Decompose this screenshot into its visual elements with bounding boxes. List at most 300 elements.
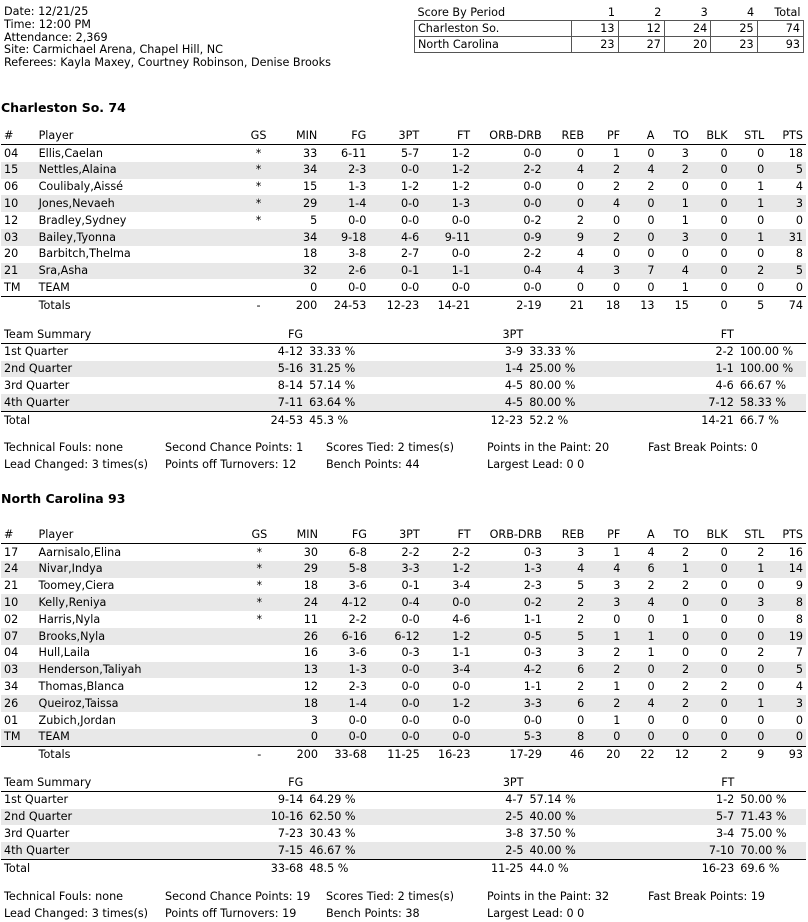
misc-stat: Second Chance Points: 1 xyxy=(165,441,304,454)
misc-stat: Fast Break Points: 19 xyxy=(648,890,766,903)
misc-stat: Lead Changed: 3 times(s) xyxy=(4,907,149,920)
summary-total-3pt-pct: 52.2 % xyxy=(526,411,674,428)
player-ft: 3-4 xyxy=(423,662,474,679)
summary-fg-made: 7-15 xyxy=(243,842,306,859)
totals-row xyxy=(1,297,806,315)
player-stl: 0 xyxy=(731,628,768,645)
player-pf: 1 xyxy=(587,628,623,645)
score-by-period-table xyxy=(414,5,804,53)
summary-3pt-pct: 37.50 % xyxy=(529,827,576,841)
player-a: 2 xyxy=(647,180,655,194)
player-pf: 2 xyxy=(587,662,623,679)
player-reb: 4 xyxy=(545,162,587,179)
player-ft: 0-0 xyxy=(451,213,471,227)
player-gs: * xyxy=(255,146,262,160)
score-by-period-header xyxy=(415,5,804,21)
player-jersey: 17 xyxy=(4,545,19,559)
summary-header-label: Team Summary xyxy=(1,774,243,791)
totals-pts: 93 xyxy=(767,746,806,764)
summary-fg-pct: 57.14 % xyxy=(309,379,356,393)
player-gs: * xyxy=(239,162,278,179)
player-to: 0 xyxy=(658,729,692,746)
score-total: 93 xyxy=(757,37,803,53)
column-header-ft: FT xyxy=(422,127,473,145)
player-fg: 2-2 xyxy=(348,612,367,626)
totals-pf: 20 xyxy=(587,746,623,764)
column-header-player-name: Player xyxy=(36,526,240,544)
player-player-name: TEAM xyxy=(36,729,240,746)
misc-stat: Largest Lead: 0 0 xyxy=(487,458,585,471)
player-row xyxy=(1,578,806,595)
player-stl: 0 xyxy=(757,213,765,227)
player-3pt: 0-0 xyxy=(370,729,423,746)
player-jersey: 24 xyxy=(1,561,36,578)
player-reb: 5 xyxy=(545,628,587,645)
player-a: 4 xyxy=(647,545,655,559)
player-reb: 0 xyxy=(576,281,585,295)
player-pts: 0 xyxy=(795,713,803,727)
player-fg: 9-18 xyxy=(320,229,369,246)
player-a: 0 xyxy=(647,281,655,295)
player-fg: 3-8 xyxy=(348,247,367,261)
player-min: 29 xyxy=(279,561,321,578)
player-a: 0 xyxy=(647,713,655,727)
player-jersey: 21 xyxy=(1,263,36,280)
summary-label: 3rd Quarter xyxy=(4,379,70,393)
player-reb: 0 xyxy=(576,146,585,160)
score-row-away xyxy=(415,21,804,37)
player-ft: 1-2 xyxy=(423,561,474,578)
player-pf: 0 xyxy=(613,247,621,261)
totals-fg: 24-53 xyxy=(320,297,369,315)
player-a: 4 xyxy=(623,162,657,179)
summary-label: 4th Quarter xyxy=(1,842,243,859)
player-to: 2 xyxy=(657,162,691,179)
summary-total-fg-pct: 48.5 % xyxy=(306,859,463,876)
score-team-name: Charleston So. xyxy=(415,21,572,37)
player-min: 5 xyxy=(310,213,318,227)
team-summary-table xyxy=(1,774,806,877)
player-pts: 3 xyxy=(767,695,806,712)
column-header-pf: PF xyxy=(587,526,623,544)
score-cell: 20 xyxy=(664,37,710,53)
player-player-name: Harris,Nyla xyxy=(38,612,101,626)
player-orb-drb: 1-1 xyxy=(523,680,542,694)
player-stl: 0 xyxy=(757,247,765,261)
column-header-pts: PTS xyxy=(767,127,806,145)
player-orb-drb: 1-1 xyxy=(523,612,542,626)
player-player-name: Sra,Asha xyxy=(36,263,240,280)
player-to: 0 xyxy=(681,180,689,194)
player-blk: 0 xyxy=(692,229,731,246)
player-blk: 2 xyxy=(720,680,728,694)
player-blk: 0 xyxy=(720,545,728,559)
player-3pt: 0-0 xyxy=(401,713,420,727)
player-jersey: 26 xyxy=(1,695,36,712)
player-reb: 0 xyxy=(577,713,585,727)
summary-fg-made: 10-16 xyxy=(243,809,306,826)
misc-stat: Bench Points: 44 xyxy=(326,458,420,471)
player-jersey: 20 xyxy=(4,247,19,261)
player-ft: 1-2 xyxy=(423,695,474,712)
player-min: 32 xyxy=(278,263,320,280)
player-row xyxy=(1,145,806,162)
column-header-to: TO xyxy=(658,526,692,544)
player-gs xyxy=(240,645,279,662)
player-jersey: 02 xyxy=(4,612,19,626)
player-stl: 0 xyxy=(757,713,765,727)
totals-stl: 5 xyxy=(731,297,768,315)
score-cell: 25 xyxy=(711,21,757,37)
player-blk: 0 xyxy=(692,195,731,212)
player-3pt: 2-7 xyxy=(400,247,420,261)
player-to: 0 xyxy=(658,594,692,611)
summary-ft-pct: 100.00 % xyxy=(739,345,794,359)
player-a: 4 xyxy=(623,695,657,712)
misc-stat: Scores Tied: 2 times(s) xyxy=(326,441,454,454)
player-a: 0 xyxy=(623,195,657,212)
box-score-table xyxy=(1,127,806,314)
summary-total-ft-pct: 66.7 % xyxy=(737,411,806,428)
totals-reb: 21 xyxy=(545,297,587,315)
player-row xyxy=(1,695,806,712)
player-stl: 1 xyxy=(731,561,768,578)
game-site: Site: Carmichael Arena, Chapel Hill, NC xyxy=(4,43,223,56)
summary-header-ft-made: FT xyxy=(674,774,737,791)
player-pf: 2 xyxy=(587,229,623,246)
player-row xyxy=(1,263,806,280)
summary-ft-pct: 58.33 % xyxy=(737,394,806,411)
totals-pts: 74 xyxy=(767,297,806,315)
summary-ft-pct: 75.00 % xyxy=(740,827,787,841)
player-3pt: 0-0 xyxy=(400,213,420,227)
score-row-home xyxy=(415,37,804,53)
summary-fg-pct: 30.43 % xyxy=(309,827,356,841)
player-fg: 1-4 xyxy=(320,195,369,212)
misc-stat: Points in the Paint: 32 xyxy=(487,890,610,903)
player-player-name: Hull,Laila xyxy=(38,646,90,660)
player-to: 4 xyxy=(657,263,691,280)
player-player-name: Nettles,Alaina xyxy=(36,162,240,179)
player-fg: 6-8 xyxy=(348,545,367,559)
player-gs xyxy=(240,678,279,695)
player-pf: 0 xyxy=(613,281,621,295)
quarter-row xyxy=(1,377,806,394)
player-min: 24 xyxy=(279,594,321,611)
player-row xyxy=(1,662,806,679)
player-pf: 1 xyxy=(613,713,621,727)
player-pf: 3 xyxy=(587,263,623,280)
player-ft: 1-2 xyxy=(451,180,471,194)
player-jersey: 01 xyxy=(4,713,19,727)
player-blk: 0 xyxy=(720,713,728,727)
player-fg: 1-4 xyxy=(321,695,370,712)
column-header-pts: PTS xyxy=(767,526,806,544)
player-row xyxy=(1,611,806,628)
player-blk: 0 xyxy=(720,146,728,160)
totals-stl: 9 xyxy=(731,746,768,764)
summary-fg-pct: 33.33 % xyxy=(309,345,356,359)
player-fg: 0-0 xyxy=(348,281,367,295)
player-ft: 0-0 xyxy=(451,281,471,295)
misc-stat: Fast Break Points: 0 xyxy=(648,441,758,454)
column-header-jersey: # xyxy=(1,526,36,544)
player-gs xyxy=(239,263,278,280)
totals-fg: 33-68 xyxy=(321,746,370,764)
player-to: 0 xyxy=(658,628,692,645)
totals-min: 200 xyxy=(279,746,321,764)
player-row xyxy=(1,195,806,212)
player-gs xyxy=(240,662,279,679)
box-score-header xyxy=(1,526,806,544)
player-pts: 8 xyxy=(795,612,803,626)
player-gs xyxy=(240,695,279,712)
player-to: 1 xyxy=(657,195,691,212)
player-ft: 1-2 xyxy=(423,628,474,645)
score-cell: 27 xyxy=(618,37,664,53)
player-row xyxy=(1,561,806,578)
player-stl: 0 xyxy=(731,662,768,679)
player-3pt: 0-0 xyxy=(401,680,420,694)
team-title: North Carolina 93 xyxy=(1,491,126,506)
summary-3pt-made: 1-4 xyxy=(463,361,526,378)
summary-3pt-pct: 25.00 % xyxy=(526,361,674,378)
player-reb: 2 xyxy=(577,612,585,626)
summary-total-fg-made: 24-53 xyxy=(243,411,306,428)
score-cell: 23 xyxy=(711,37,757,53)
player-a: 0 xyxy=(647,612,655,626)
player-blk: 0 xyxy=(720,180,728,194)
quarter-row xyxy=(1,394,806,411)
totals-row xyxy=(1,746,806,764)
player-pf: 2 xyxy=(587,695,623,712)
summary-fg-made: 4-12 xyxy=(277,345,304,359)
player-3pt: 0-0 xyxy=(369,195,422,212)
player-jersey: 03 xyxy=(1,662,36,679)
misc-stat: Points off Turnovers: 12 xyxy=(165,458,297,471)
player-orb-drb: 0-0 xyxy=(523,180,542,194)
player-min: 18 xyxy=(303,579,318,593)
player-row xyxy=(1,179,806,196)
player-pts: 0 xyxy=(795,281,803,295)
totals-to: 12 xyxy=(658,746,692,764)
summary-label: 1st Quarter xyxy=(4,345,69,359)
player-orb-drb: 2-2 xyxy=(473,162,545,179)
player-a: 2 xyxy=(647,579,655,593)
player-stl: 0 xyxy=(731,729,768,746)
player-orb-drb: 0-0 xyxy=(523,713,542,727)
player-orb-drb: 0-3 xyxy=(523,545,542,559)
player-fg: 6-11 xyxy=(340,146,367,160)
column-header-reb: REB xyxy=(545,526,587,544)
player-player-name: Aarnisalo,Elina xyxy=(38,545,122,559)
player-pts: 18 xyxy=(788,146,803,160)
player-a: 0 xyxy=(647,680,655,694)
player-to: 1 xyxy=(681,213,689,227)
player-row xyxy=(1,279,806,296)
player-gs xyxy=(239,229,278,246)
summary-total-ft-made: 16-23 xyxy=(674,859,737,876)
player-row xyxy=(1,678,806,695)
player-row xyxy=(1,162,806,179)
player-row xyxy=(1,645,806,662)
score-header-p4: 4 xyxy=(746,5,755,19)
misc-stat: Bench Points: 38 xyxy=(326,907,420,920)
player-fg: 2-3 xyxy=(320,162,369,179)
player-row xyxy=(1,544,806,561)
player-to: 0 xyxy=(681,247,689,261)
player-min: 18 xyxy=(279,695,321,712)
summary-fg-pct: 31.25 % xyxy=(306,361,463,378)
summary-fg-made: 8-14 xyxy=(277,379,304,393)
player-to: 2 xyxy=(658,695,692,712)
player-ft: 1-2 xyxy=(451,146,471,160)
summary-label: 1st Quarter xyxy=(4,793,69,807)
summary-header-fg-made: FG xyxy=(243,774,306,791)
player-min: 18 xyxy=(303,247,318,261)
player-reb: 4 xyxy=(576,247,585,261)
player-a: 1 xyxy=(647,646,655,660)
player-a: 0 xyxy=(647,247,655,261)
player-a: 0 xyxy=(647,213,655,227)
player-3pt: 0-0 xyxy=(370,695,423,712)
player-jersey: TM xyxy=(1,729,36,746)
column-header-stl: STL xyxy=(731,127,768,145)
column-header-jersey: # xyxy=(1,127,36,145)
player-pts: 19 xyxy=(767,628,806,645)
player-to: 1 xyxy=(681,281,689,295)
player-orb-drb: 0-4 xyxy=(473,263,545,280)
player-fg: 1-3 xyxy=(321,662,370,679)
summary-header-3pt-pct xyxy=(527,774,675,791)
totals-blk: 0 xyxy=(692,297,731,315)
column-header-orb-drb: ORB-DRB xyxy=(474,526,545,544)
totals-jersey xyxy=(1,746,36,764)
team-summary-header xyxy=(1,774,806,791)
summary-3pt-pct: 40.00 % xyxy=(527,842,675,859)
player-stl: 1 xyxy=(731,695,768,712)
player-to: 0 xyxy=(681,646,690,660)
player-orb-drb: 0-2 xyxy=(474,594,545,611)
player-a: 0 xyxy=(623,729,657,746)
player-min: 16 xyxy=(303,646,318,660)
player-3pt: 0-1 xyxy=(369,263,422,280)
player-jersey: 03 xyxy=(1,229,36,246)
player-gs: * xyxy=(240,594,279,611)
summary-3pt-pct: 57.14 % xyxy=(529,793,576,807)
player-ft: 4-6 xyxy=(452,612,471,626)
player-gs: * xyxy=(255,180,262,194)
player-ft: 0-0 xyxy=(423,729,474,746)
player-player-name: Zubich,Jordan xyxy=(38,713,116,727)
player-reb: 4 xyxy=(545,561,587,578)
summary-label: 2nd Quarter xyxy=(1,809,243,826)
player-gs: * xyxy=(255,213,262,227)
player-pts: 4 xyxy=(795,180,803,194)
player-blk: 0 xyxy=(720,646,728,660)
player-blk: 0 xyxy=(692,561,731,578)
summary-ft-made: 1-2 xyxy=(716,793,735,807)
player-to: 3 xyxy=(681,146,689,160)
player-pts: 5 xyxy=(767,662,806,679)
player-blk: 0 xyxy=(720,579,728,593)
player-row xyxy=(1,729,806,746)
player-player-name: TEAM xyxy=(38,281,70,295)
player-orb-drb: 2-2 xyxy=(523,247,542,261)
column-header-ft: FT xyxy=(423,526,474,544)
player-to: 2 xyxy=(681,579,690,593)
player-jersey: 12 xyxy=(4,213,19,227)
player-pf: 4 xyxy=(587,561,623,578)
summary-total-row xyxy=(1,411,806,428)
score-cell: 12 xyxy=(618,21,664,37)
score-cell: 24 xyxy=(664,21,710,37)
totals-orb-drb: 17-29 xyxy=(474,746,545,764)
column-header-gs: GS xyxy=(239,127,278,145)
player-orb-drb: 1-3 xyxy=(474,561,545,578)
player-reb: 5 xyxy=(577,579,585,593)
player-pts: 14 xyxy=(767,561,806,578)
player-player-name: Queiroz,Taissa xyxy=(36,695,240,712)
summary-ft-made: 7-10 xyxy=(674,842,737,859)
player-jersey: 10 xyxy=(1,594,36,611)
summary-fg-made: 5-16 xyxy=(243,361,306,378)
player-min: 26 xyxy=(279,628,321,645)
player-min: 3 xyxy=(310,713,318,727)
misc-stat: Points in the Paint: 20 xyxy=(487,441,610,454)
player-gs xyxy=(240,712,279,729)
player-a: 1 xyxy=(623,628,657,645)
game-referees: Referees: Kayla Maxey, Courtney Robinson, Denise Brooks xyxy=(4,56,331,69)
player-orb-drb: 0-9 xyxy=(473,229,545,246)
summary-ft-pct: 70.00 % xyxy=(737,842,806,859)
totals-player-name: Totals xyxy=(36,746,240,764)
player-player-name: Bradley,Sydney xyxy=(38,213,127,227)
totals-min: 200 xyxy=(278,297,320,315)
player-player-name: Coulibaly,Aissé xyxy=(38,180,124,194)
player-fg: 3-6 xyxy=(348,646,367,660)
player-ft: 1-1 xyxy=(452,646,471,660)
column-header-to: TO xyxy=(657,127,691,145)
player-reb: 2 xyxy=(576,213,585,227)
score-team-name: North Carolina xyxy=(415,37,572,53)
totals-gs: - xyxy=(240,746,279,764)
player-min: 0 xyxy=(279,729,321,746)
summary-ft-made: 3-4 xyxy=(716,827,735,841)
quarter-row xyxy=(1,791,806,808)
player-pf: 0 xyxy=(613,213,621,227)
summary-total-label: Total xyxy=(1,411,243,428)
player-3pt: 0-0 xyxy=(370,662,423,679)
player-blk: 0 xyxy=(692,263,731,280)
summary-header-3pt-made: 3PT xyxy=(463,326,526,343)
summary-total-3pt-made: 12-23 xyxy=(463,411,526,428)
player-gs xyxy=(239,246,278,263)
score-cell: 23 xyxy=(572,37,618,53)
player-player-name: Henderson,Taliyah xyxy=(36,662,240,679)
misc-stat: Second Chance Points: 19 xyxy=(165,890,311,903)
player-stl: 3 xyxy=(731,594,768,611)
player-stl: 0 xyxy=(757,680,765,694)
player-row xyxy=(1,712,806,729)
summary-ft-made: 4-6 xyxy=(715,379,734,393)
player-reb: 4 xyxy=(545,263,587,280)
team-summary-table xyxy=(1,326,806,429)
player-ft: 0-0 xyxy=(452,713,471,727)
player-row xyxy=(1,246,806,263)
summary-fg-pct: 63.64 % xyxy=(306,394,463,411)
player-pf: 2 xyxy=(613,646,621,660)
